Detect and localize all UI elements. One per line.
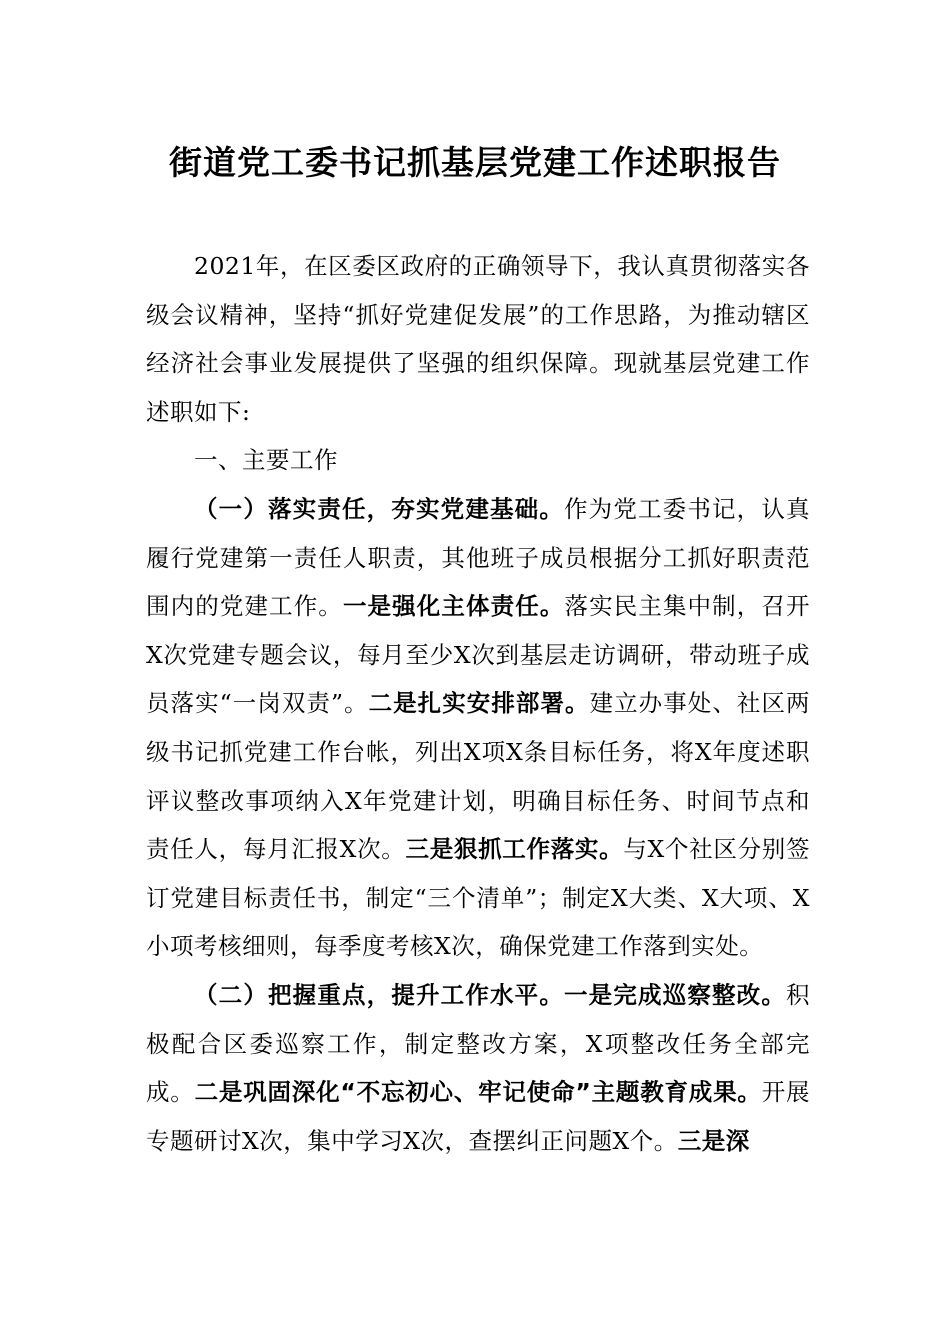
paragraph-point-2: 二是巩固深化“不忘初心、牢记使命”主题教育成果。 [194, 1078, 762, 1107]
paragraph-point-3: 三是深 [677, 1126, 750, 1155]
paragraph-focus [146, 971, 810, 1165]
document-title: 街道党工委书记抓基层党建工作述职报告 [169, 143, 781, 182]
paragraph-text: 作为党工委书记，认真履行党建第一责任人职责，其他班子成员根据分工抓好职责范围内的党建工作。 [146, 494, 810, 621]
paragraph-text: 开展专题研讨X次，集中学习X次，查摆纠正问题X个。 [146, 1078, 811, 1155]
paragraph-point-1: 一是强化主体责任。 [342, 592, 565, 621]
intro-paragraph: 2021年，在区委区政府的正确领导下，我认真贯彻落实各级会议精神，坚持“抓好党建促发展”的工作思路，为推动辖区经济社会事业发展提供了坚强的组织保障。现就基层党建工作述职如下: [146, 252, 810, 426]
paragraph-text: 与X个社区分别签订党建目标责任书，制定“三个清单”；制定X大类、X大项、X小项考核细则，每季度考核X次，确保党建工作落到实处。 [146, 835, 810, 961]
paragraph-lead: （二）把握重点，提升工作水平。 [194, 980, 564, 1009]
document-body [146, 242, 810, 1165]
paragraph-point-1: 一是完成巡察整改。 [564, 980, 786, 1009]
paragraph-text: 建立办事处、社区两级书记抓党建工作台帐，列出X项X条目标任务，将X年度述职评议整改事项纳入X年党建计划，明确目标任务、时间节点和责任人，每月汇报X次。 [146, 689, 811, 864]
paragraph-point-3: 三是狠抓工作落实。 [405, 835, 624, 864]
paragraph-text: 落实民主集中制，召开X次党建专题会议，每月至少X次到基层走访调研，带动班子成员落实“一岗双责”。 [146, 592, 811, 718]
paragraph-lead: （一）落实责任，夯实党建基础。 [194, 494, 564, 523]
paragraph-point-2: 二是扎实安排部署。 [368, 689, 590, 718]
paragraph-responsibility [146, 485, 810, 971]
paragraph-text: 积极配合区委巡察工作，制定整改方案，X项整改任务全部完成。 [146, 980, 810, 1107]
section-heading: 一、主要工作 [194, 446, 338, 475]
